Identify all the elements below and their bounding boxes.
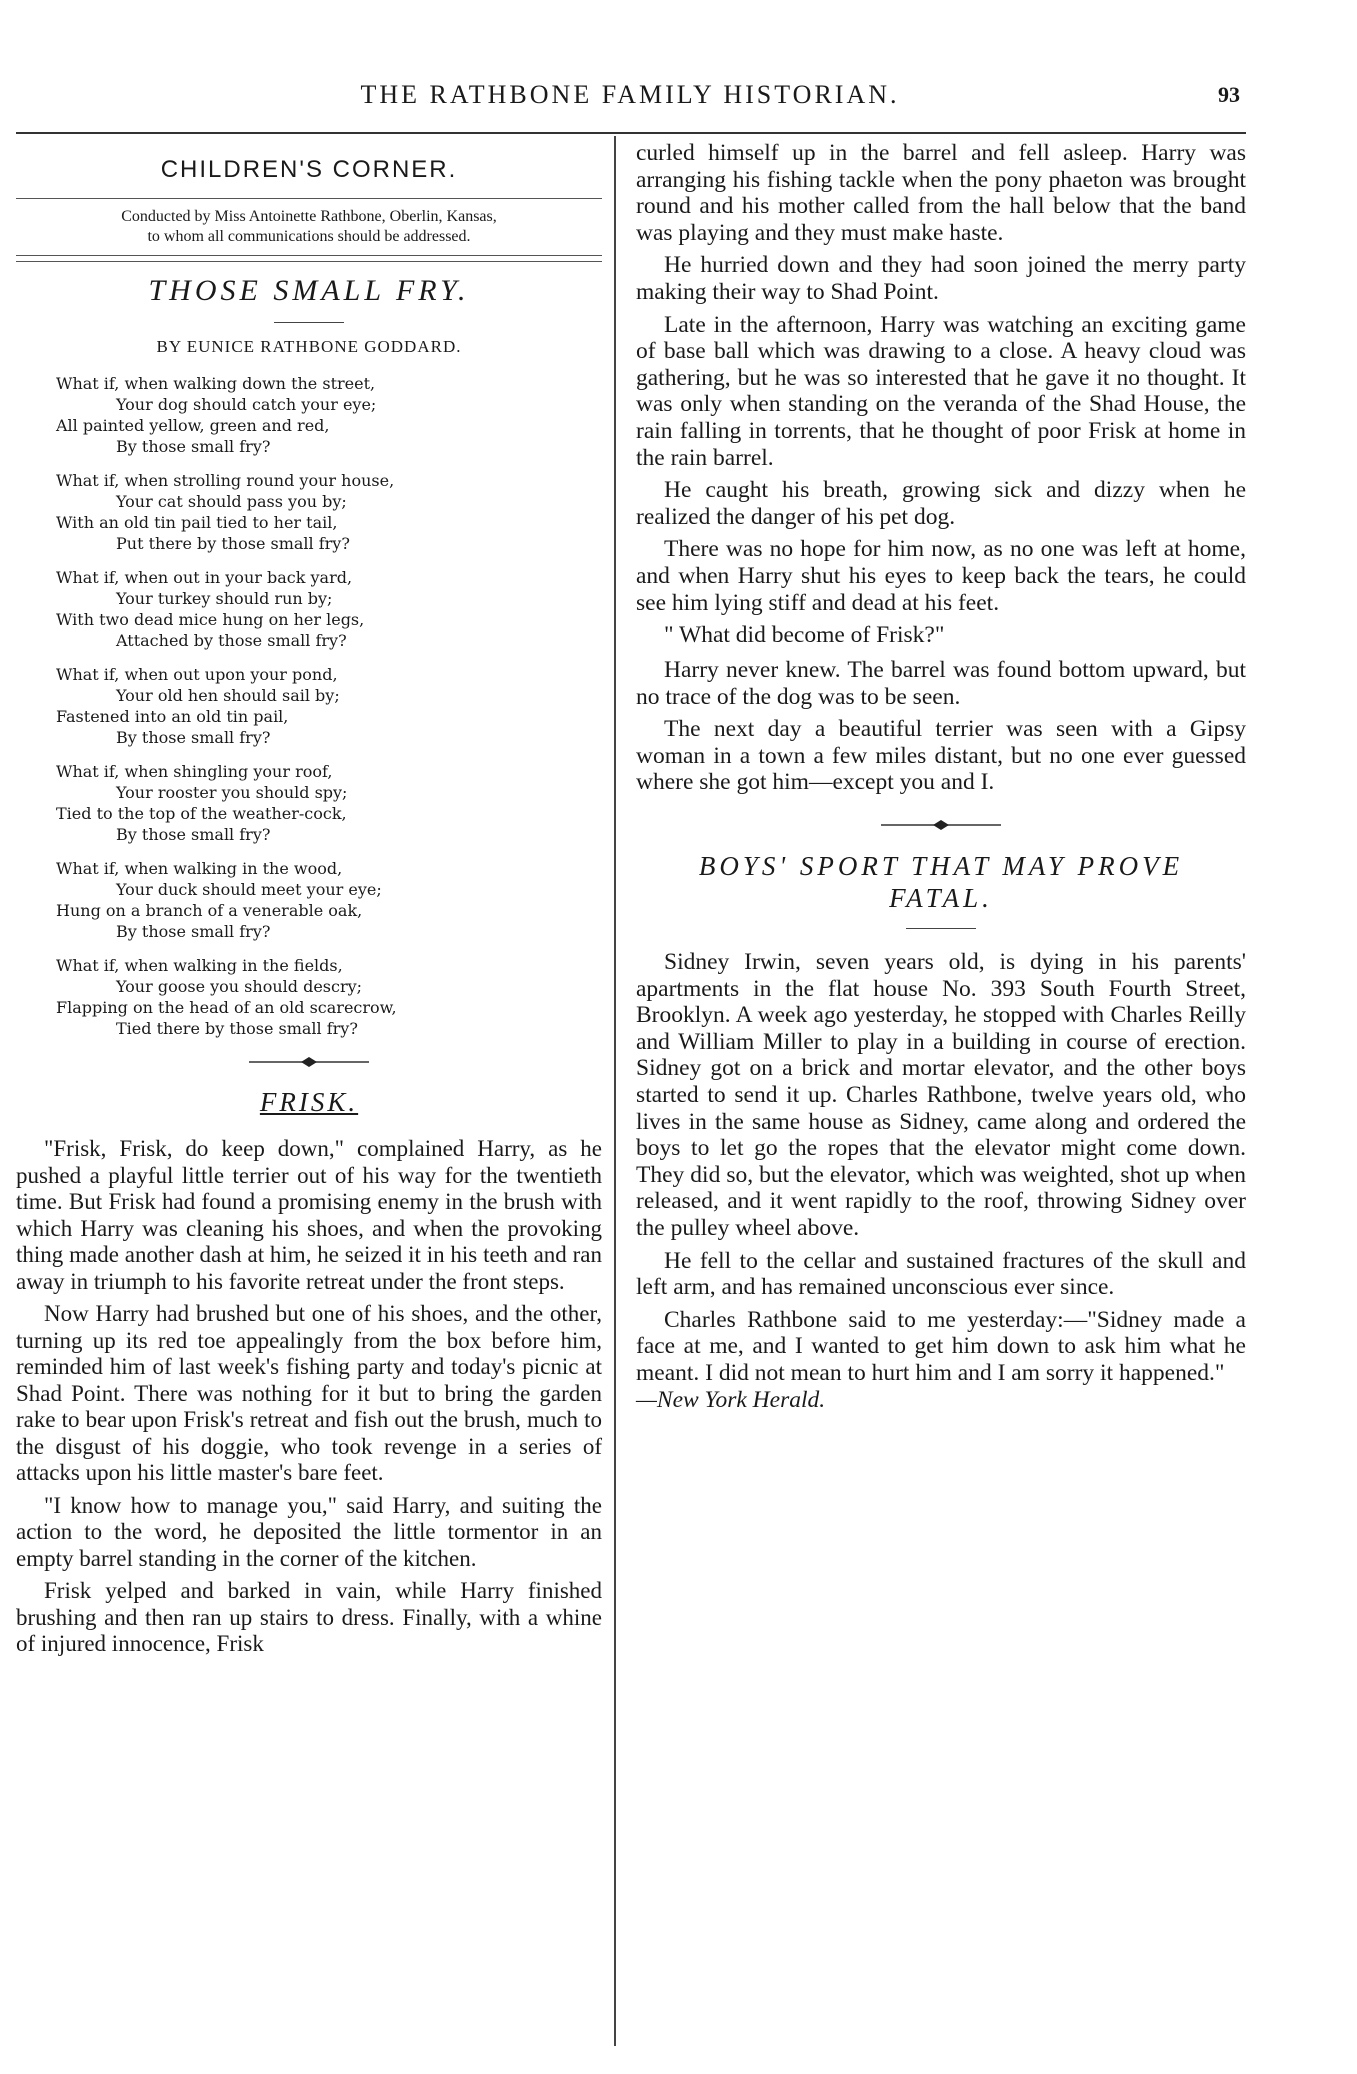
poem-line: Your duck should meet your eye; <box>116 880 382 899</box>
story-dialog: " What did become of Frisk?" <box>664 622 945 649</box>
poem-line: What if, when strolling round your house, <box>56 471 395 490</box>
right-column <box>636 140 1246 1419</box>
poem-line: Put there by those small fry? <box>116 534 350 553</box>
poem-line: Your goose you should descry; <box>116 977 363 996</box>
article-paragraph: He fell to the cellar and sustained fractures of the skull and left arm, and has remained unconscious ever since. <box>636 1247 1246 1301</box>
poem-byline: BY EUNICE RATHBONE GODDARD. <box>156 337 462 356</box>
poem-line: What if, when walking in the fields, <box>56 956 343 975</box>
editor-note-line: to whom all communications should be addressed. <box>147 228 471 245</box>
poem-line: By those small fry? <box>116 728 271 747</box>
poem-stanza <box>56 858 602 942</box>
poem-line: Your old hen should sail by; <box>116 686 340 705</box>
poem-stanza <box>56 470 602 554</box>
poem-line: With two dead mice hung on her legs, <box>56 610 365 629</box>
editor-note <box>16 207 602 247</box>
poem-stanza <box>56 567 602 651</box>
poem-title: THOSE SMALL FRY. <box>148 274 470 307</box>
poem-line: What if, when walking down the street, <box>56 374 376 393</box>
poem-stanza <box>56 955 602 1039</box>
story-paragraph: The next day a beautiful terrier was seen with a Gipsy woman in a town a few miles distant, but no one ever guessed where she got him—except you and I. <box>636 716 1246 796</box>
story-paragraph: Frisk yelped and barked in vain, while Harry finished brushing and then ran up stairs to dress. Finally, with a whine of injured innocence, Frisk <box>16 1578 602 1656</box>
poem-line: Flapping on the head of an old scarecrow, <box>56 998 397 1017</box>
poem-line: Your rooster you should spy; <box>116 783 348 802</box>
double-rule <box>16 255 602 262</box>
poem-line: By those small fry? <box>116 437 271 456</box>
poem-line: Your turkey should run by; <box>116 589 333 608</box>
story-paragraph: Late in the afternoon, Harry was watching an exciting game of base ball which was drawing to a close. A heavy cloud was gathering, but he was so interested that he gave it no thought. It was only when standing on the veranda of the Shad House, the rain falling in torrents, that he thought of poor Frisk at home in the rain barrel. <box>636 311 1246 471</box>
story-paragraph: "Frisk, Frisk, do keep down," complained Harry, as he pushed a playful little terrier out of his way for the twentieth time. But Frisk had found a promising enemy in the brush with which Harry was cleaning his shoes, and when the provoking thing made another dash at him, he seized it in his teeth and ran away in triumph to his favorite retreat under the front steps. <box>16 1136 602 1294</box>
poem-line: By those small fry? <box>116 825 271 844</box>
story-paragraph: He hurried down and they had soon joined the merry party making their way to Shad Point. <box>636 252 1246 305</box>
divider-rule <box>16 198 602 199</box>
column-divider <box>614 136 616 2046</box>
poem-line: What if, when walking in the wood, <box>56 859 343 878</box>
page-number: 93 <box>1218 82 1240 107</box>
story-paragraph: He caught his breath, growing sick and dizzy when he realized the danger of his pet dog. <box>636 477 1246 530</box>
article-title: BOYS' SPORT THAT MAY PROVE FATAL. <box>698 851 1184 914</box>
story-paragraph: "I know how to manage you," said Harry, and suiting the action to the word, he deposited the little tormentor in an empty barrel standing in the corner of the kitchen. <box>16 1492 602 1571</box>
ornament-divider <box>636 818 1246 836</box>
article-source: —New York Herald. <box>636 1386 826 1413</box>
short-rule <box>274 322 344 323</box>
running-title: THE RATHBONE FAMILY HISTORIAN. <box>360 80 900 109</box>
poem-line: By those small fry? <box>116 922 271 941</box>
story-paragraph: Now Harry had brushed but one of his shoes, and the other, turning up its red toe appealingly from the box before him, reminded him of last week's fishing party and today's picnic at Shad Point. There was nothing for it but to bring the garden rake to bear upon Frisk's retreat and fish out the brush, much to the disgust of his doggie, who took revenge in a series of attacks upon his little master's bare feet. <box>16 1301 602 1485</box>
poem-line: What if, when shingling your roof, <box>56 762 333 781</box>
poem-line: Attached by those small fry? <box>116 631 347 650</box>
story-title: FRISK. <box>259 1087 359 1117</box>
poem-stanza <box>56 664 602 748</box>
poem-line: All painted yellow, green and red, <box>56 416 330 435</box>
poem-line: What if, when out in your back yard, <box>56 568 353 587</box>
poem-stanza <box>56 761 602 845</box>
left-column <box>16 140 602 1664</box>
poem-line: Your dog should catch your eye; <box>116 395 377 414</box>
department-title: CHILDREN'S CORNER. <box>160 156 458 183</box>
poem-line: With an old tin pail tied to her tail, <box>56 513 338 532</box>
story-paragraph: curled himself up in the barrel and fell asleep. Harry was arranging his fishing tackle when the pony phaeton was brought round and his mother called from the hall below that the band was playing and they must make haste. <box>636 140 1246 246</box>
short-rule <box>906 928 976 929</box>
poem-line: Tied to the top of the weather-cock, <box>56 804 347 823</box>
running-head <box>0 80 1357 120</box>
poem-line: Hung on a branch of a venerable oak, <box>56 901 363 920</box>
article-paragraph: Charles Rathbone said to me yesterday:—"Sidney made a face at me, and I wanted to get him down to ask him what he meant. I did not mean to hurt him and I am sorry it happened." <box>636 1306 1246 1386</box>
poem-line: What if, when out upon your pond, <box>56 665 338 684</box>
poem-line: Tied there by those small fry? <box>116 1019 358 1038</box>
story-paragraph: There was no hope for him now, as no one was left at home, and when Harry shut his eyes to keep back the tears, he could see him lying stiff and dead at his feet. <box>636 536 1246 616</box>
poem-line: Your cat should pass you by; <box>116 492 347 511</box>
ornament-divider <box>16 1055 602 1073</box>
article-paragraph: Sidney Irwin, seven years old, is dying in his parents' apartments in the flat house No. 393 South Fourth Street, Brooklyn. A week ago yesterday, he stopped with Charles Reilly and William Miller to play in a building in course of erection. Sidney got on a brick and mortar elevator, and the other boys started to send it up. Charles Rathbone, twelve years old, who lives in the same house as Sidney, came along and ordered the boys to let go the ropes that the elevator might come down. They did so, but the elevator, which was weighted, shot up when released, and it went rapidly to the roof, throwing Sidney over the pulley wheel above. <box>636 949 1246 1241</box>
poem-stanza <box>56 373 602 457</box>
editor-note-line: Conducted by Miss Antoinette Rathbone, Oberlin, Kansas, <box>121 208 497 225</box>
header-rule <box>16 132 1246 134</box>
story-paragraph: Harry never knew. The barrel was found bottom upward, but no trace of the dog was to be seen. <box>636 657 1246 710</box>
poem-line: Fastened into an old tin pail, <box>56 707 289 726</box>
